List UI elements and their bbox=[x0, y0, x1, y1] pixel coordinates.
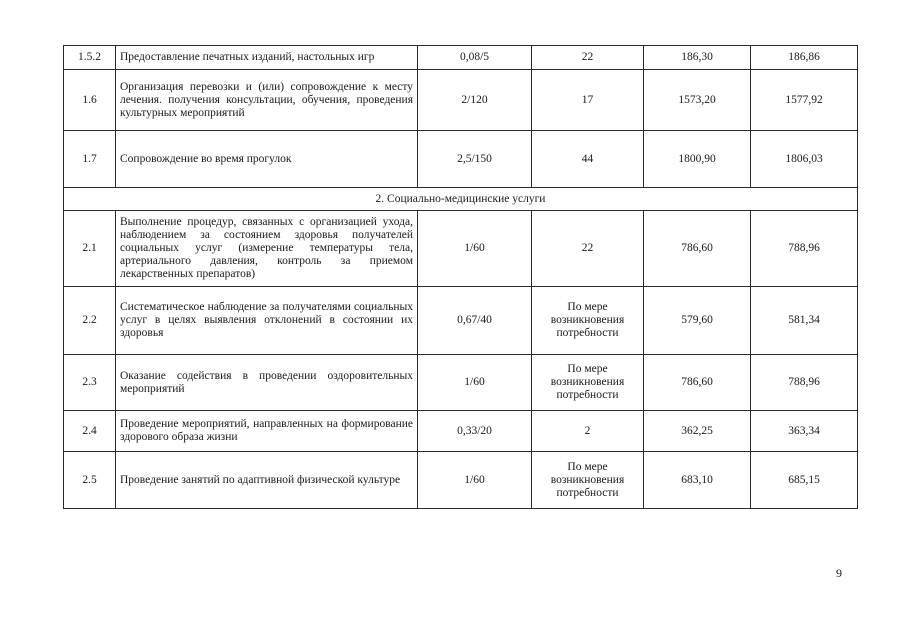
service-name-cell: Проведение мероприятий, направленных на формирование здорового образа жизни bbox=[116, 411, 418, 452]
price-cell-1: 786,60 bbox=[644, 211, 751, 287]
price-cell-1: 1800,90 bbox=[644, 131, 751, 188]
price-cell-2: 788,96 bbox=[751, 355, 858, 411]
frequency-cell: 44 bbox=[532, 131, 644, 188]
section-title: 2. Социально-медицинские услуги bbox=[64, 188, 858, 211]
item-number-cell: 1.6 bbox=[64, 70, 116, 131]
section-header-row bbox=[64, 188, 858, 211]
time-norm-cell: 1/60 bbox=[418, 452, 532, 509]
table-row bbox=[64, 46, 858, 70]
price-cell-2: 685,15 bbox=[751, 452, 858, 509]
price-cell-2: 363,34 bbox=[751, 411, 858, 452]
price-cell-2: 1806,03 bbox=[751, 131, 858, 188]
service-name-cell: Выполнение процедур, связанных с организацией ухода, наблюдением за состоянием здоровья получателей социальных услуг (измерение температуры тела, артериального давления, контроль за приемом лекарственных препаратов) bbox=[116, 211, 418, 287]
time-norm-cell: 0,67/40 bbox=[418, 287, 532, 355]
price-cell-1: 186,30 bbox=[644, 46, 751, 70]
item-number-cell: 1.5.2 bbox=[64, 46, 116, 70]
price-cell-2: 581,34 bbox=[751, 287, 858, 355]
time-norm-cell: 0,33/20 bbox=[418, 411, 532, 452]
frequency-cell: 22 bbox=[532, 46, 644, 70]
item-number-cell: 1.7 bbox=[64, 131, 116, 188]
price-cell-1: 579,60 bbox=[644, 287, 751, 355]
price-cell-2: 186,86 bbox=[751, 46, 858, 70]
frequency-cell: По мере возникновения потребности bbox=[532, 287, 644, 355]
page-number: 9 bbox=[836, 566, 842, 580]
price-cell-1: 683,10 bbox=[644, 452, 751, 509]
time-norm-cell: 2,5/150 bbox=[418, 131, 532, 188]
item-number-cell: 2.2 bbox=[64, 287, 116, 355]
item-number-cell: 2.1 bbox=[64, 211, 116, 287]
service-name-cell: Организация перевозки и (или) сопровождение к месту лечения. получения консультации, обучения, проведения культурных мероприятий bbox=[116, 70, 418, 131]
frequency-cell: 17 bbox=[532, 70, 644, 131]
price-cell-1: 362,25 bbox=[644, 411, 751, 452]
price-cell-1: 1573,20 bbox=[644, 70, 751, 131]
service-name-cell: Предоставление печатных изданий, настольных игр bbox=[116, 46, 418, 70]
item-number-cell: 2.3 bbox=[64, 355, 116, 411]
frequency-cell: По мере возникновения потребности bbox=[532, 355, 644, 411]
service-name-cell: Проведение занятий по адаптивной физической культуре bbox=[116, 452, 418, 509]
service-name-cell: Систематическое наблюдение за получателями социальных услуг в целях выявления отклонений в состоянии их здоровья bbox=[116, 287, 418, 355]
table-body bbox=[64, 46, 858, 509]
price-cell-1: 786,60 bbox=[644, 355, 751, 411]
table-row bbox=[64, 211, 858, 287]
price-cell-2: 1577,92 bbox=[751, 70, 858, 131]
price-cell-2: 788,96 bbox=[751, 211, 858, 287]
table-row bbox=[64, 70, 858, 131]
item-number-cell: 2.5 bbox=[64, 452, 116, 509]
table-row bbox=[64, 411, 858, 452]
table-row bbox=[64, 355, 858, 411]
service-name-cell: Оказание содействия в проведении оздоровительных мероприятий bbox=[116, 355, 418, 411]
table-row bbox=[64, 452, 858, 509]
time-norm-cell: 0,08/5 bbox=[418, 46, 532, 70]
time-norm-cell: 2/120 bbox=[418, 70, 532, 131]
service-name-cell: Сопровождение во время прогулок bbox=[116, 131, 418, 188]
services-table bbox=[63, 45, 858, 509]
time-norm-cell: 1/60 bbox=[418, 355, 532, 411]
table-row bbox=[64, 131, 858, 188]
frequency-cell: По мере возникновения потребности bbox=[532, 452, 644, 509]
frequency-cell: 2 bbox=[532, 411, 644, 452]
time-norm-cell: 1/60 bbox=[418, 211, 532, 287]
item-number-cell: 2.4 bbox=[64, 411, 116, 452]
frequency-cell: 22 bbox=[532, 211, 644, 287]
table-row bbox=[64, 287, 858, 355]
